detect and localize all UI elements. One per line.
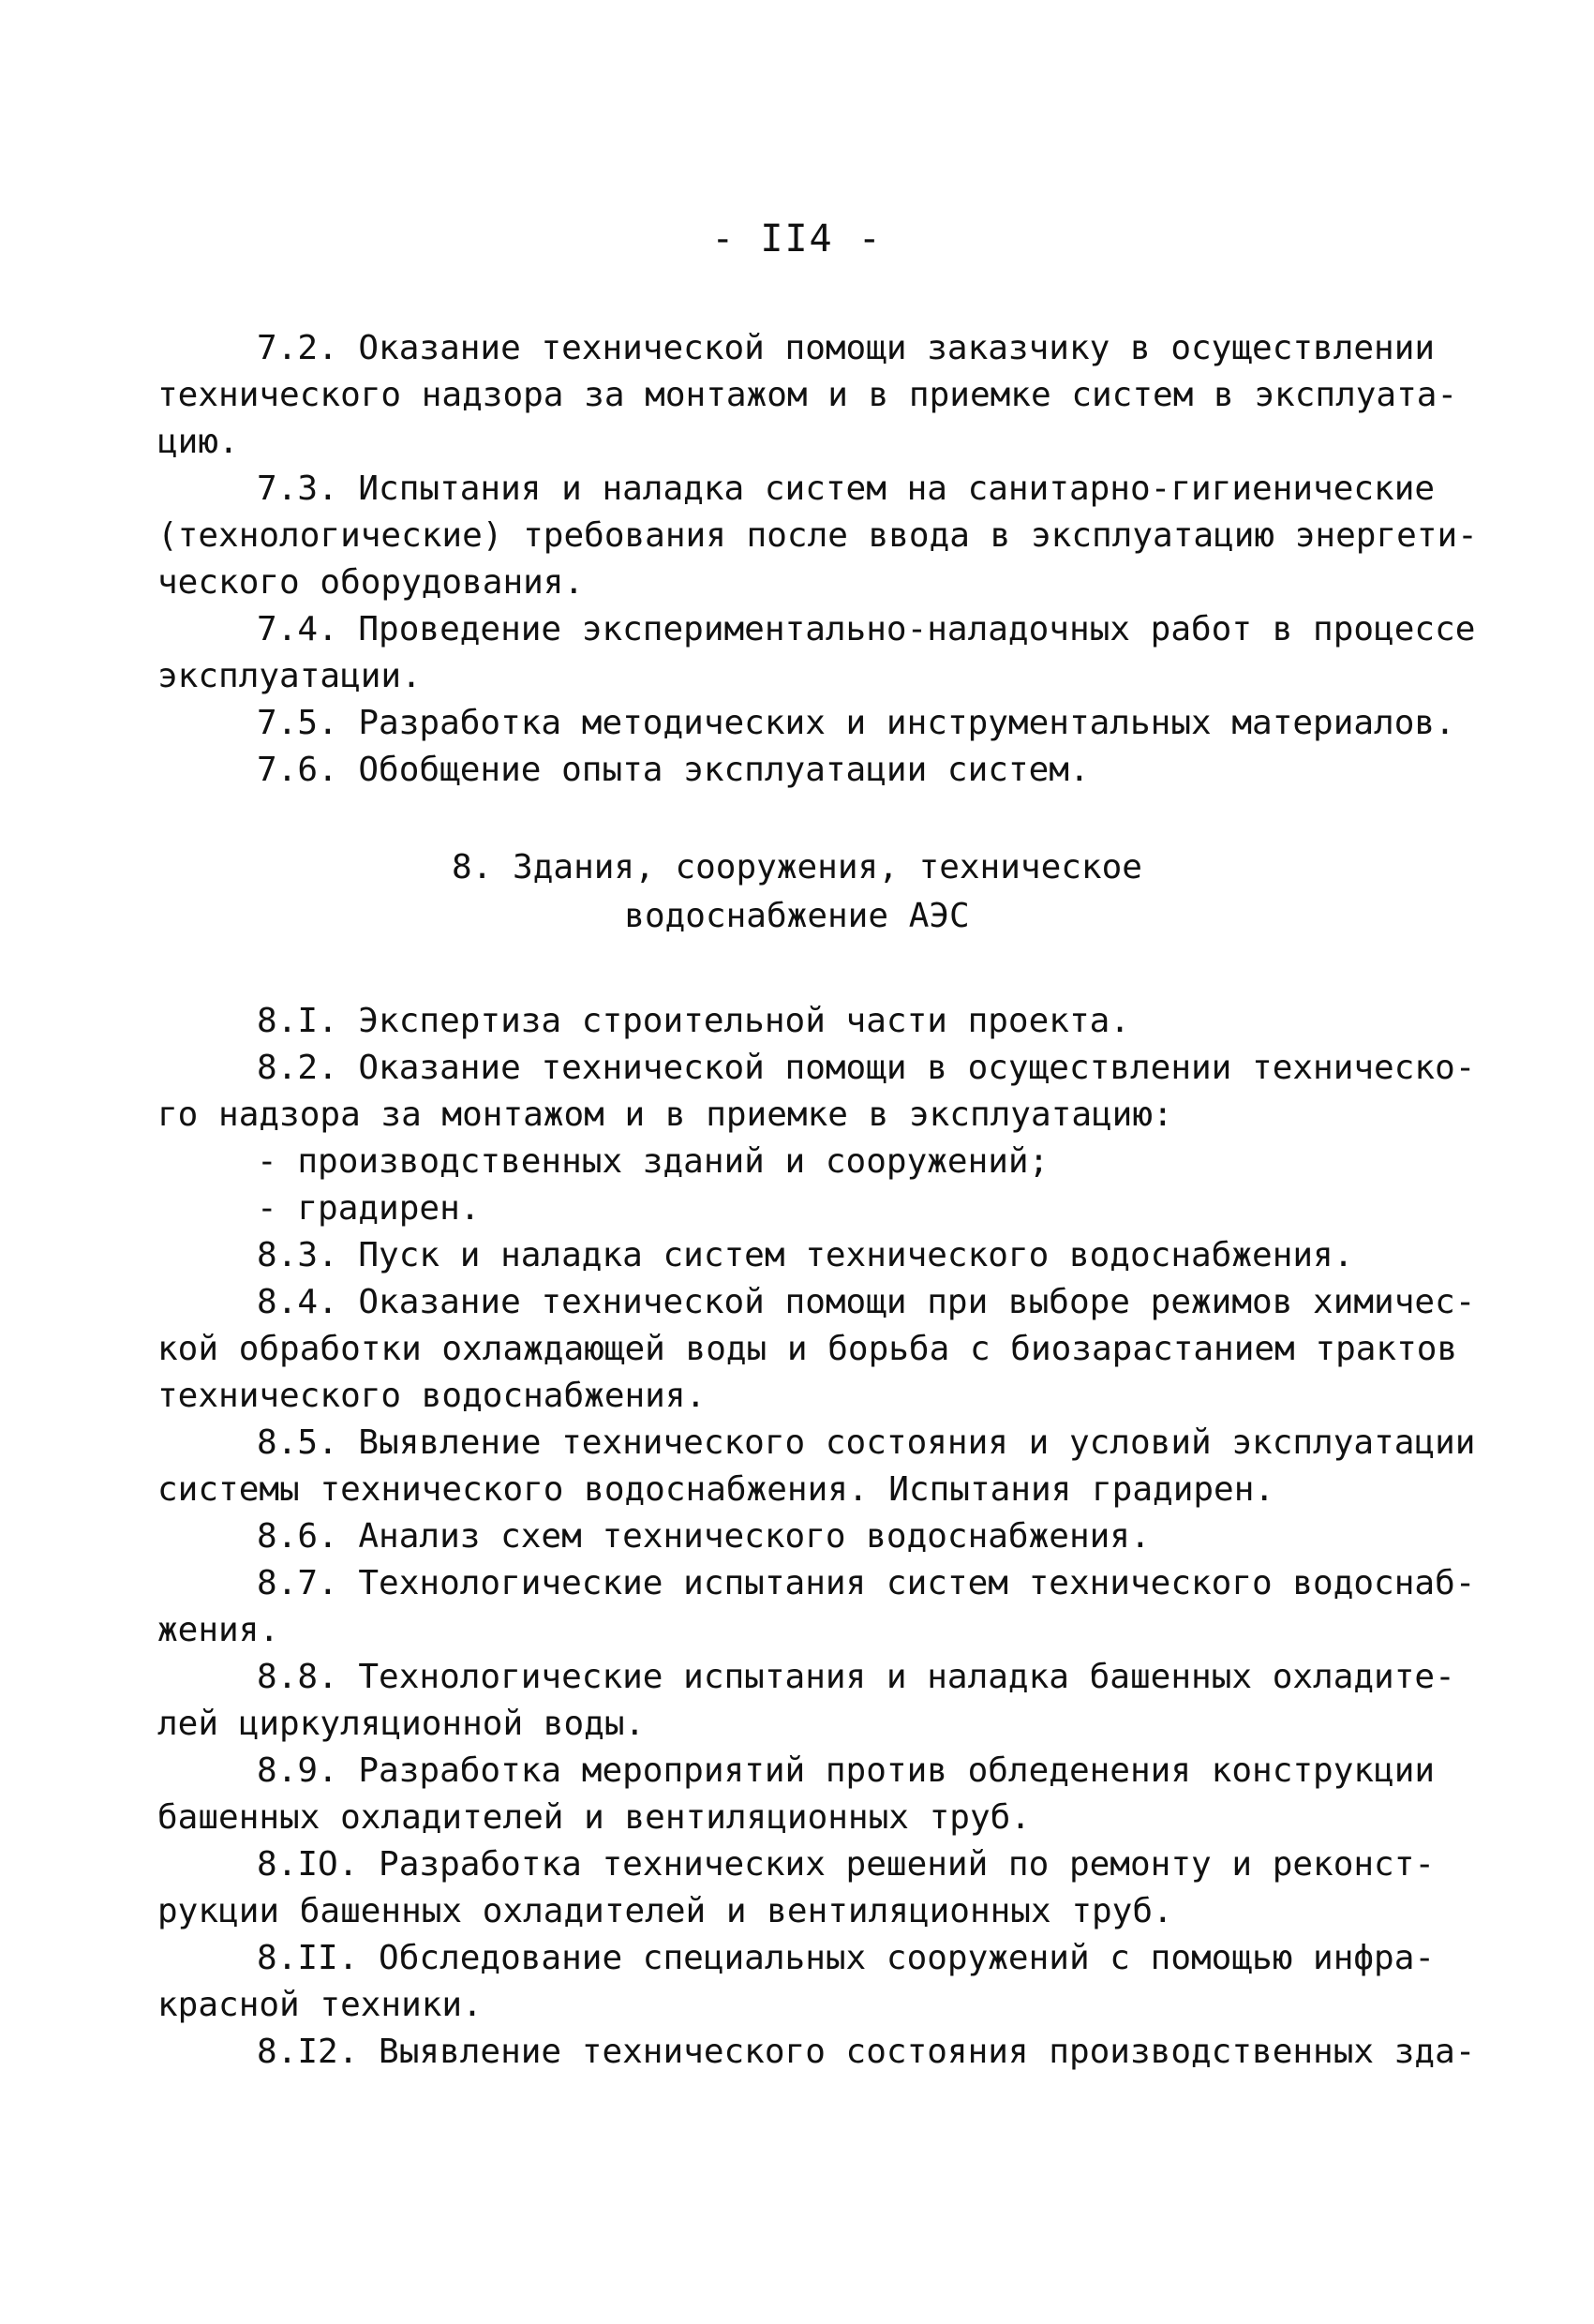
paragraph-7-4-line-1: 7.4. Проведение экспериментально-наладочных работ в процессе xyxy=(257,610,1476,648)
paragraph-8-5-line-2: системы технического водоснабжения. Испытания градирен. xyxy=(157,1470,1275,1509)
paragraph-7-4-line-2: эксплуатации. xyxy=(157,657,422,695)
paragraph-8-3-line-1: 8.3. Пуск и наладка систем технического водоснабжения. xyxy=(257,1236,1354,1274)
paragraph-8-8-line-2: лей циркуляционной воды. xyxy=(157,1705,646,1743)
paragraph-7-2-line-2: технического надзора за монтажом и в приемке систем в эксплуата- xyxy=(157,376,1458,414)
paragraph-8-8-line-1: 8.8. Технологические испытания и наладка башенных охладите- xyxy=(257,1658,1455,1696)
paragraph-8-10-line-1: 8.IO. Разработка технических решений по ремонту и реконст- xyxy=(257,1845,1436,1884)
paragraph-7-3-line-3: ческого оборудования. xyxy=(157,563,585,602)
paragraph-8-2-line-2: го надзора за монтажом и в приемке в эксплуатацию: xyxy=(157,1095,1173,1134)
paragraph-8-7-line-2: жения. xyxy=(157,1611,280,1649)
paragraph-7-3-line-2: (технологические) требования после ввода в эксплуатацию энергети- xyxy=(157,516,1478,555)
section-8-heading-line-1: 8. Здания, сооружения, техническое xyxy=(452,848,1142,886)
paragraph-7-6-line-1: 7.6. Обобщение опыта эксплуатации систем. xyxy=(257,751,1090,789)
paragraph-8-5-line-1: 8.5. Выявление технического состояния и условий эксплуатации xyxy=(257,1423,1476,1462)
paragraph-8-2-list-item-1: - производственных зданий и сооружений; xyxy=(257,1142,1050,1181)
paragraph-7-3-line-1: 7.3. Испытания и наладка систем на санитарно-гигиенические xyxy=(257,469,1436,508)
paragraph-8-9-line-1: 8.9. Разработка мероприятий против обледенения конструкции xyxy=(257,1751,1436,1790)
paragraph-8-7-line-1: 8.7. Технологические испытания систем технического водоснаб- xyxy=(257,1564,1476,1602)
paragraph-8-2-line-1: 8.2. Оказание технической помощи в осуществлении техническо- xyxy=(257,1049,1476,1087)
paragraph-7-2-line-3: цию. xyxy=(157,423,239,461)
paragraph-8-4-line-2: кой обработки охлаждающей воды и борьба с биозарастанием трактов xyxy=(157,1330,1458,1368)
paragraph-7-2-line-1: 7.2. Оказание технической помощи заказчику в осуществлении xyxy=(257,329,1436,367)
paragraph-8-4-line-1: 8.4. Оказание технической помощи при выборе режимов химичес- xyxy=(257,1283,1476,1321)
paragraph-8-2-list-item-2: - градирен. xyxy=(257,1189,481,1228)
section-8-heading-line-2: водоснабжение АЭС xyxy=(624,897,970,935)
paragraph-8-4-line-3: технического водоснабжения. xyxy=(157,1377,707,1415)
paragraph-7-5-line-1: 7.5. Разработка методических и инструментальных материалов. xyxy=(257,704,1455,742)
paragraph-8-11-line-2: красной техники. xyxy=(157,1986,483,2024)
paragraph-8-10-line-2: рукции башенных охладителей и вентиляционных труб. xyxy=(157,1892,1173,1930)
paragraph-8-12-line-1: 8.I2. Выявление технического состояния производственных зда- xyxy=(257,2033,1476,2071)
paragraph-8-1-line-1: 8.I. Экспертиза строительной части проекта. xyxy=(257,1002,1130,1040)
paragraph-8-9-line-2: башенных охладителей и вентиляционных труб. xyxy=(157,1798,1031,1837)
paragraph-8-11-line-1: 8.II. Обследование специальных сооружений с помощью инфра- xyxy=(257,1939,1436,1977)
paragraph-8-6-line-1: 8.6. Анализ схем технического водоснабжения. xyxy=(257,1517,1151,1556)
page-number: - II4 - xyxy=(711,217,883,261)
